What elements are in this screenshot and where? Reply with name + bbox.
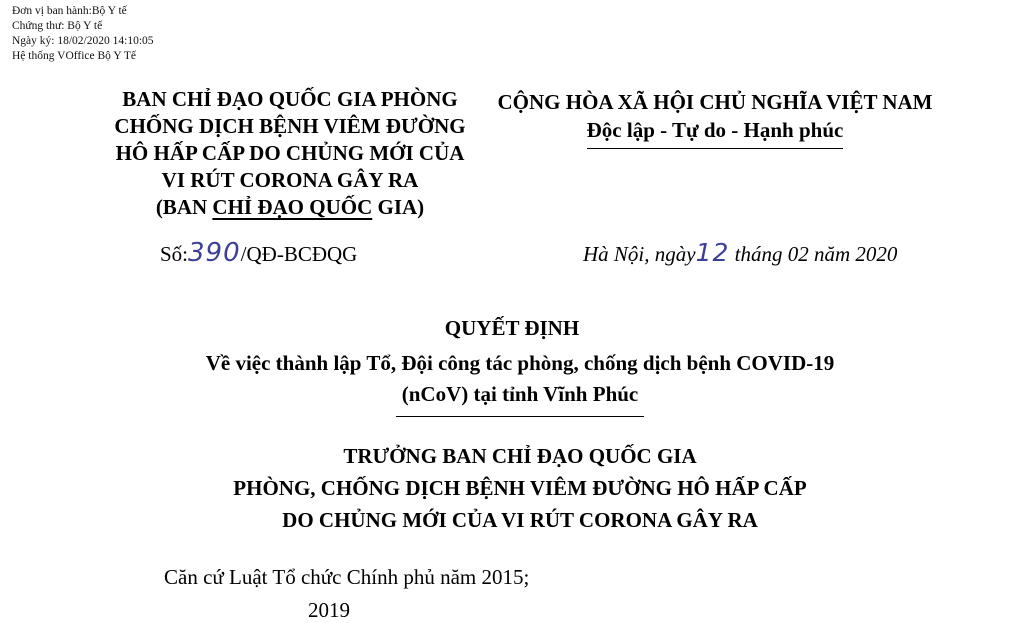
- national-title: CỘNG HÒA XÃ HỘI CHỦ NGHĨA VIỆT NAM: [497, 90, 933, 114]
- digital-signature-block: [12, 4, 154, 64]
- decision-title: QUYẾT ĐỊNH: [444, 316, 580, 340]
- doc-number-handwritten: 390: [188, 238, 241, 268]
- signature-certificate: Chứng thư: Bộ Y tế: [12, 20, 103, 32]
- subject-line-1: Về việc thành lập Tổ, Đội công tác phòng, chống dịch bệnh COVID-19: [205, 351, 835, 375]
- signature-date: Ngày ký: 18/02/2020 14:10:05: [12, 35, 154, 47]
- doc-number-prefix: Số:: [160, 242, 189, 266]
- national-motto: Độc lập - Tự do - Hạnh phúc: [587, 116, 844, 149]
- agency-line-2: CHỐNG DỊCH BỆNH VIÊM ĐƯỜNG: [114, 114, 466, 138]
- issuing-agency-header: [60, 86, 520, 221]
- authority-line-3: DO CHỦNG MỚI CỦA VI RÚT CORONA GÂY RA: [282, 508, 758, 532]
- authority-line-1: TRƯỞNG BAN CHỈ ĐẠO QUỐC GIA: [343, 444, 697, 468]
- legal-basis-paragraph: Căn cứ Luật Tổ chức Chính phủ năm 2015;: [164, 565, 530, 589]
- document-number: [160, 238, 357, 268]
- agency-line-1: BAN CHỈ ĐẠO QUỐC GIA PHÒNG: [122, 87, 458, 111]
- date-prefix: Hà Nội, ngày: [583, 242, 696, 266]
- date-day-handwritten: 12: [695, 238, 730, 267]
- cutoff-text-line: [308, 598, 350, 623]
- issue-date-line: [583, 238, 897, 267]
- signature-system: Hệ thống VOffice Bộ Y Tế: [12, 50, 137, 62]
- decision-subject: [0, 348, 1024, 417]
- signature-issuer: Đơn vị ban hành:Bộ Y tế: [12, 5, 127, 17]
- agency-line-5-underlined: CHỈ ĐẠO QUỐC: [212, 195, 373, 219]
- agency-line-5: [60, 194, 520, 221]
- agency-line-5-start: (BAN: [155, 195, 213, 219]
- subject-line-2: (nCoV) tại tỉnh Vĩnh Phúc: [396, 379, 645, 417]
- date-suffix: tháng 02 năm 2020: [734, 242, 898, 266]
- national-header: [474, 88, 956, 149]
- authority-title: [0, 440, 1024, 536]
- agency-line-4: VI RÚT CORONA GÂY RA: [161, 168, 419, 192]
- agency-line-5-end: GIA): [372, 195, 425, 219]
- authority-line-2: PHÒNG, CHỐNG DỊCH BỆNH VIÊM ĐƯỜNG HÔ HẤP CẤP: [233, 476, 807, 500]
- agency-line-3: HÔ HẤP CẤP DO CHỦNG MỚI CỦA: [115, 141, 465, 165]
- doc-number-suffix: /QĐ-BCĐQG: [240, 242, 358, 266]
- cutoff-text-fragment: 2019: [308, 598, 350, 622]
